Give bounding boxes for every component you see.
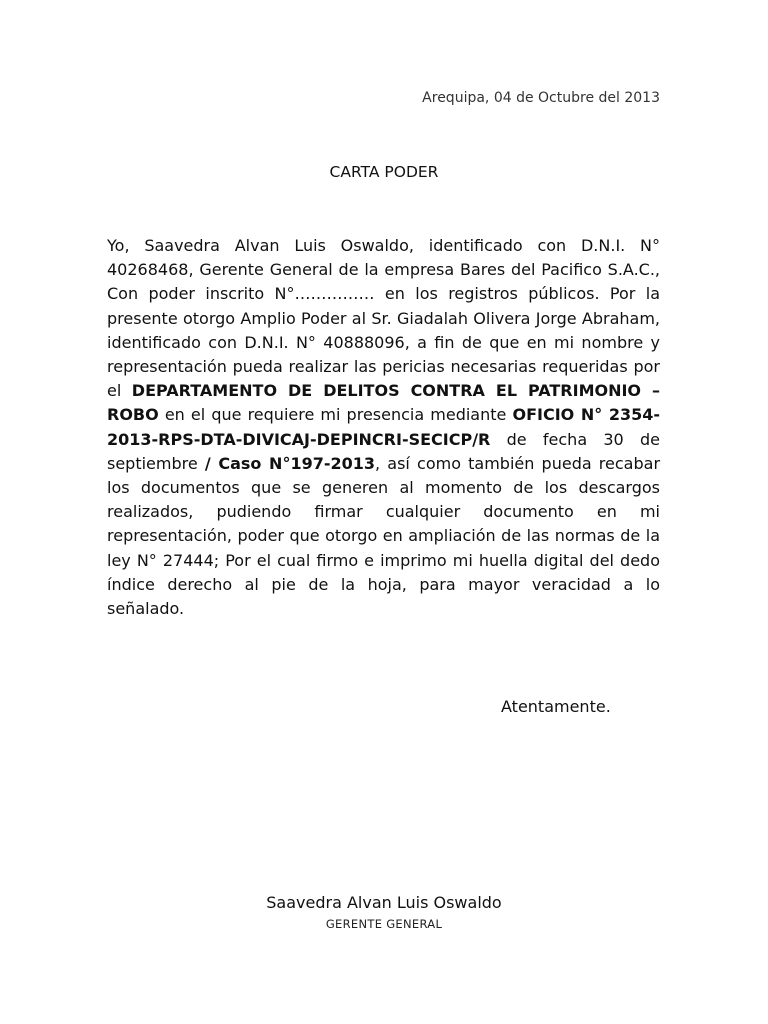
signer-role: GERENTE GENERAL	[325, 917, 443, 931]
letter-body	[107, 234, 660, 621]
body-text-segment: en el que requiere mi presencia mediante	[158, 405, 513, 425]
body-text-segment: Yo, Saavedra Alvan Luis Oswaldo, identificado con D.N.I. N° 40268468, Gerente General de la empresa Bares del Pacifico S.A.C., Con poder inscrito N°…………… en los registros públicos. Por la presente otorgo Amplio Poder al Sr. Giadalah Olivera Jorge Abraham, identificado con D.N.I. N° 40888096, a fin de que en mi nombre y representación pueda realizar las pericias necesarias requeridas por el	[107, 236, 660, 401]
date-line: Arequipa, 04 de Octubre del 2013	[422, 90, 660, 106]
body-text-segment: de fecha 30 de septiembre	[107, 429, 660, 473]
closing-line: Atentamente.	[501, 697, 611, 716]
body-bold-oficio: OFICIO N° 2354-2013-RPS-DTA-DIVICAJ-DEPINCRI-SECICP/R	[107, 405, 661, 449]
body-bold-department: DEPARTAMENTO DE DELITOS CONTRA EL PATRIMONIO – ROBO	[107, 381, 661, 425]
signer-name: Saavedra Alvan Luis Oswaldo	[266, 893, 502, 912]
document-title: CARTA PODER	[329, 163, 439, 181]
body-text-segment: , así como también pueda recabar los documentos que se generen al momento de los descargos realizados, pudiendo firmar cualquier documento en mi representación, poder que otorgo en ampliación de las normas de la ley N° 27444; Por el cual firmo e imprimo mi huella digital del dedo índice derecho al pie de la hoja, para mayor veracidad a lo señalado.	[107, 453, 661, 619]
body-bold-caso: / Caso N°197-2013	[204, 453, 376, 473]
